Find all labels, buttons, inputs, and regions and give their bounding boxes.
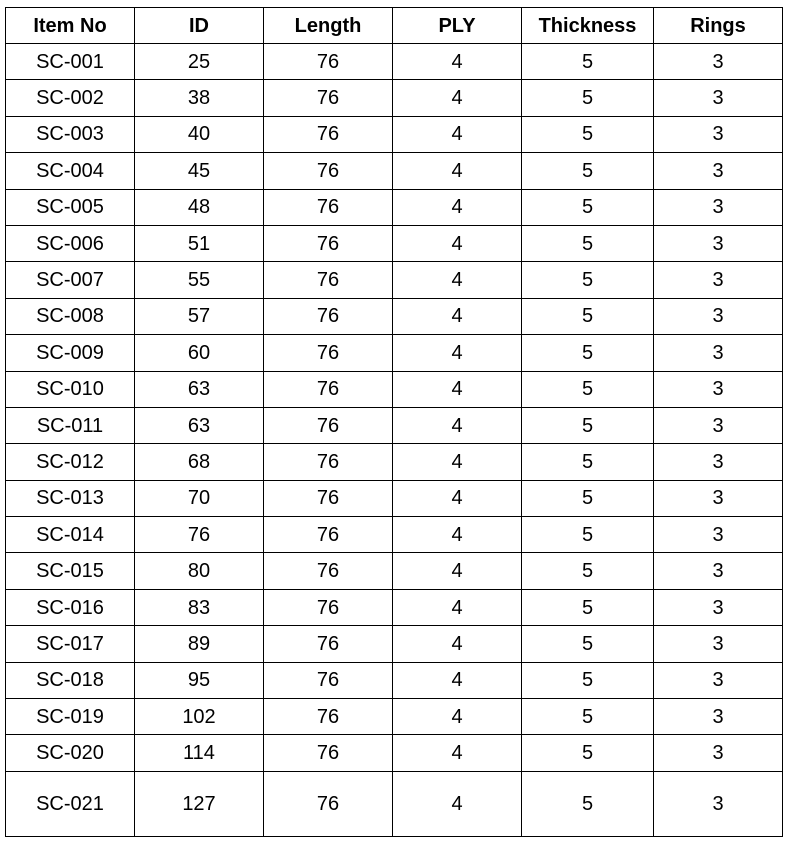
cell-rings: 3 [654,480,783,516]
cell-thickness: 5 [522,189,654,225]
cell-rings: 3 [654,662,783,698]
cell-rings: 3 [654,262,783,298]
cell-ply: 4 [393,225,522,261]
cell-id: 38 [135,80,264,116]
cell-length: 76 [264,771,393,836]
cell-id: 70 [135,480,264,516]
cell-ply: 4 [393,262,522,298]
cell-thickness: 5 [522,444,654,480]
cell-length: 76 [264,298,393,334]
header-thickness: Thickness [522,8,654,44]
header-rings: Rings [654,8,783,44]
table-row [6,153,783,189]
cell-id: 80 [135,553,264,589]
cell-thickness: 5 [522,699,654,735]
cell-ply: 4 [393,589,522,625]
cell-item-no: SC-017 [6,626,135,662]
table-row [6,335,783,371]
cell-item-no: SC-020 [6,735,135,771]
cell-thickness: 5 [522,735,654,771]
cell-ply: 4 [393,699,522,735]
table-row [6,662,783,698]
cell-thickness: 5 [522,553,654,589]
table-header [6,8,783,44]
cell-length: 76 [264,444,393,480]
cell-length: 76 [264,262,393,298]
cell-rings: 3 [654,444,783,480]
cell-length: 76 [264,626,393,662]
table-row [6,480,783,516]
cell-thickness: 5 [522,153,654,189]
cell-length: 76 [264,80,393,116]
cell-item-no: SC-010 [6,371,135,407]
cell-rings: 3 [654,735,783,771]
table-row [6,517,783,553]
cell-length: 76 [264,735,393,771]
cell-length: 76 [264,371,393,407]
table-row [6,771,783,836]
cell-item-no: SC-013 [6,480,135,516]
cell-length: 76 [264,662,393,698]
cell-ply: 4 [393,480,522,516]
cell-length: 76 [264,407,393,443]
cell-id: 95 [135,662,264,698]
cell-rings: 3 [654,335,783,371]
cell-id: 76 [135,517,264,553]
table-row [6,225,783,261]
cell-item-no: SC-014 [6,517,135,553]
cell-thickness: 5 [522,335,654,371]
table-row [6,371,783,407]
cell-item-no: SC-007 [6,262,135,298]
cell-ply: 4 [393,517,522,553]
cell-rings: 3 [654,771,783,836]
cell-item-no: SC-011 [6,407,135,443]
table-row [6,407,783,443]
cell-length: 76 [264,153,393,189]
cell-thickness: 5 [522,480,654,516]
cell-item-no: SC-008 [6,298,135,334]
cell-rings: 3 [654,589,783,625]
cell-thickness: 5 [522,44,654,80]
header-length: Length [264,8,393,44]
cell-rings: 3 [654,407,783,443]
cell-rings: 3 [654,153,783,189]
cell-item-no: SC-021 [6,771,135,836]
cell-id: 60 [135,335,264,371]
cell-rings: 3 [654,553,783,589]
cell-item-no: SC-012 [6,444,135,480]
table-row [6,589,783,625]
header-row [6,8,783,44]
table-row [6,735,783,771]
cell-ply: 4 [393,553,522,589]
cell-id: 51 [135,225,264,261]
cell-item-no: SC-016 [6,589,135,625]
cell-id: 55 [135,262,264,298]
header-item-no: Item No [6,8,135,44]
cell-thickness: 5 [522,225,654,261]
cell-thickness: 5 [522,80,654,116]
table-row [6,262,783,298]
table-row [6,189,783,225]
cell-length: 76 [264,44,393,80]
cell-ply: 4 [393,771,522,836]
cell-ply: 4 [393,335,522,371]
header-ply: PLY [393,8,522,44]
cell-item-no: SC-018 [6,662,135,698]
cell-ply: 4 [393,371,522,407]
cell-thickness: 5 [522,589,654,625]
cell-thickness: 5 [522,407,654,443]
cell-ply: 4 [393,298,522,334]
cell-ply: 4 [393,189,522,225]
cell-ply: 4 [393,407,522,443]
cell-rings: 3 [654,626,783,662]
cell-item-no: SC-019 [6,699,135,735]
cell-id: 40 [135,116,264,152]
cell-id: 48 [135,189,264,225]
cell-thickness: 5 [522,771,654,836]
cell-id: 68 [135,444,264,480]
cell-ply: 4 [393,80,522,116]
table-row [6,699,783,735]
table-row [6,298,783,334]
cell-ply: 4 [393,662,522,698]
cell-id: 57 [135,298,264,334]
cell-ply: 4 [393,444,522,480]
cell-id: 63 [135,407,264,443]
cell-length: 76 [264,225,393,261]
cell-item-no: SC-003 [6,116,135,152]
table-row [6,80,783,116]
cell-rings: 3 [654,298,783,334]
cell-id: 63 [135,371,264,407]
cell-length: 76 [264,116,393,152]
cell-id: 127 [135,771,264,836]
cell-rings: 3 [654,225,783,261]
cell-item-no: SC-002 [6,80,135,116]
table-body [6,44,783,837]
cell-rings: 3 [654,699,783,735]
cell-thickness: 5 [522,371,654,407]
cell-item-no: SC-009 [6,335,135,371]
cell-item-no: SC-004 [6,153,135,189]
cell-ply: 4 [393,735,522,771]
cell-item-no: SC-006 [6,225,135,261]
cell-ply: 4 [393,116,522,152]
table-row [6,116,783,152]
cell-item-no: SC-005 [6,189,135,225]
cell-thickness: 5 [522,626,654,662]
cell-id: 114 [135,735,264,771]
cell-length: 76 [264,335,393,371]
cell-thickness: 5 [522,662,654,698]
cell-length: 76 [264,189,393,225]
cell-length: 76 [264,553,393,589]
cell-rings: 3 [654,116,783,152]
cell-ply: 4 [393,626,522,662]
table-row [6,553,783,589]
spec-table [5,7,783,837]
cell-thickness: 5 [522,262,654,298]
cell-ply: 4 [393,153,522,189]
cell-id: 102 [135,699,264,735]
table-row [6,444,783,480]
cell-rings: 3 [654,189,783,225]
cell-rings: 3 [654,44,783,80]
table-row [6,44,783,80]
cell-id: 45 [135,153,264,189]
cell-rings: 3 [654,80,783,116]
header-id: ID [135,8,264,44]
cell-rings: 3 [654,371,783,407]
cell-length: 76 [264,699,393,735]
cell-id: 25 [135,44,264,80]
cell-thickness: 5 [522,517,654,553]
cell-item-no: SC-001 [6,44,135,80]
cell-id: 83 [135,589,264,625]
cell-rings: 3 [654,517,783,553]
cell-length: 76 [264,480,393,516]
cell-id: 89 [135,626,264,662]
cell-thickness: 5 [522,298,654,334]
cell-length: 76 [264,517,393,553]
cell-ply: 4 [393,44,522,80]
cell-thickness: 5 [522,116,654,152]
table-row [6,626,783,662]
cell-item-no: SC-015 [6,553,135,589]
cell-length: 76 [264,589,393,625]
